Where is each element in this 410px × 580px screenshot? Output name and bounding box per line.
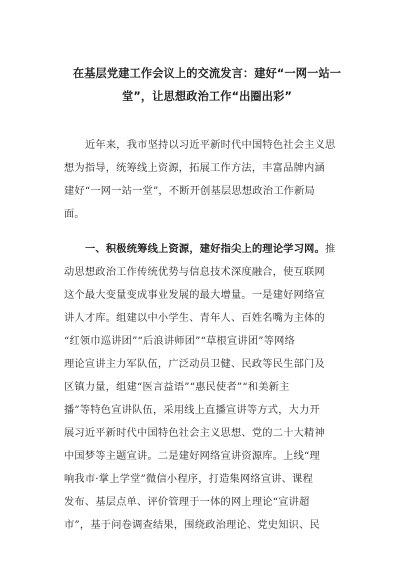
paragraph-line: 展习近平新时代中国特色社会主义思想、党的二十大精神	[64, 428, 325, 439]
document-title	[64, 62, 350, 108]
heading-tail: 推	[325, 244, 336, 255]
paragraph-line: 动思想政治工作传统优势与信息技术深度融合，使互联网	[64, 267, 325, 278]
paragraph-line: 面。	[64, 209, 85, 220]
section-heading: 一、积极统筹线上资源，建好指尖上的理论学习网。	[85, 244, 326, 255]
paragraph-line: 建好“一网一站一堂”，不断开创基层思想政治工作新局	[64, 186, 315, 197]
section-one-paragraph	[64, 238, 350, 537]
paragraph-line: 区镇力量，组建“医言益语”“惠民使者”“和美新主	[64, 382, 290, 393]
paragraph-line: 响我市·掌上学堂”微信小程序，打造集网络宣讲、课程	[64, 474, 314, 485]
paragraph-line: 近年来，我市坚持以习近平新时代中国特色社会主义思	[85, 140, 336, 151]
paragraph-line: “红领巾巡讲团”“后浪讲师团”“草根宣讲团”等网络	[64, 336, 296, 347]
title-line-2: 堂”，让思想政治工作“出圈出彩”	[122, 90, 292, 103]
paragraph-line: 发布、基层点单、评价管理于一体的网上理论“宣讲超	[64, 497, 310, 508]
paragraph-line: 播”等特色宣讲队伍，采用线上直播宣讲等方式，大力开	[64, 405, 320, 416]
paragraph-line: 市”，基于问卷调查结果，围绕政治理论、党史知识、民	[64, 520, 320, 531]
paragraph-line: 讲人才库。组建以中小学生、青年人、百姓名嘴为主体的	[64, 313, 325, 324]
paragraph-line: 想为指导，统筹线上资源，拓展工作方法，丰富品牌内涵	[64, 163, 325, 174]
paragraph-line: 这个最大变量变成事业发展的最大增量。一是建好网络宣	[64, 290, 325, 301]
intro-paragraph	[64, 134, 350, 226]
paragraph-line	[64, 238, 350, 261]
title-line-1: 在基层党建工作会议上的交流发言：建好“一网一站一	[72, 67, 342, 80]
paragraph-line: 理论宣讲主力军队伍，广泛动员卫健、民政等民生部门及	[64, 359, 325, 370]
paragraph-line: 中国梦等主题宣讲。二是建好网络宣讲资源库。上线“理	[64, 451, 320, 462]
